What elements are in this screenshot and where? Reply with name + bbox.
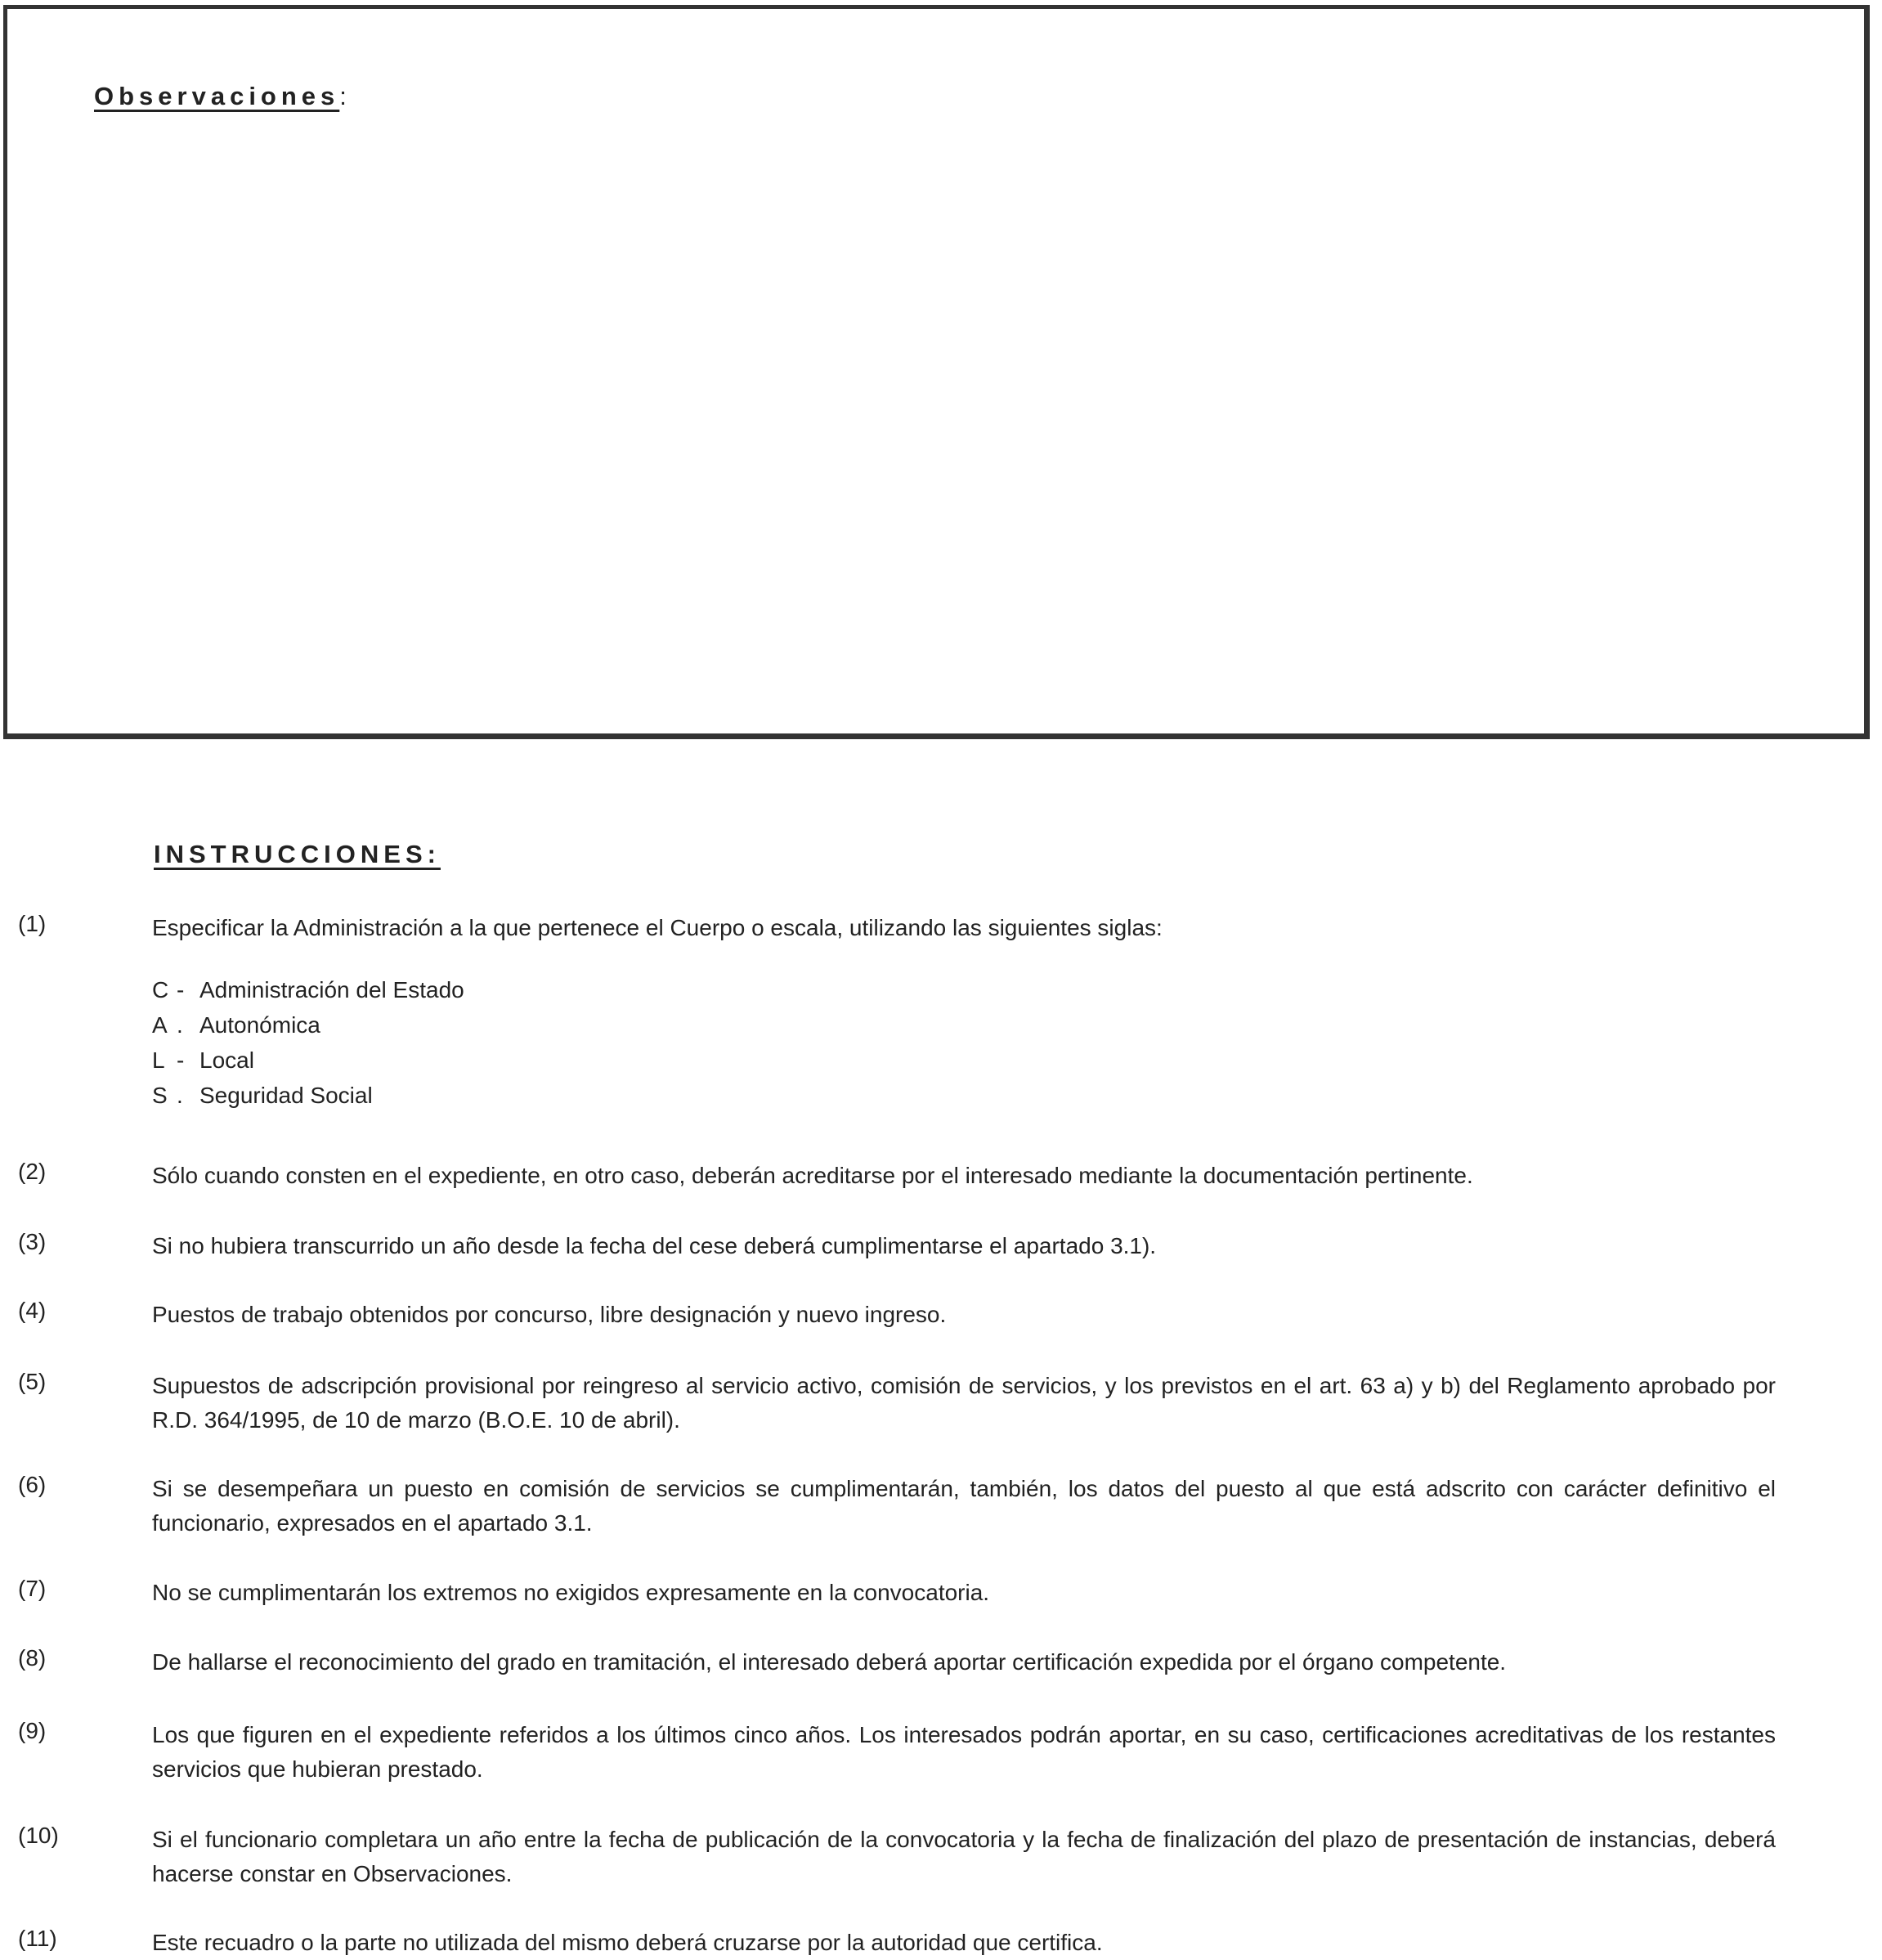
instruction-text: No se cumplimentarán los extremos no exigidos expresamente en la convocatoria. [152, 1580, 990, 1605]
instruction-text: Si se desempeñara un puesto en comisión de servicios se cumplimentarán, también, los datos del puesto al que está adscrito con carácter definitivo el funcionario, expresados en el apartado 3.1. [152, 1476, 1776, 1536]
sigla-item: C - Administración del Estado [152, 977, 464, 1002]
sigla-item: L - Local [152, 1047, 254, 1073]
sigla-item: S . Seguridad Social [152, 1083, 373, 1108]
observaciones-title: Observaciones: [94, 82, 347, 110]
instruction-number: (8) [18, 1645, 47, 1671]
sigla-item: A . Autonómica [152, 1012, 320, 1038]
observaciones-box [3, 5, 1870, 739]
instruction-number: (4) [18, 1298, 47, 1323]
instrucciones-title: INSTRUCCIONES: [154, 840, 441, 868]
instruction-number: (9) [18, 1718, 47, 1743]
instruction-number: (1) [18, 911, 47, 936]
instruction-text: Si no hubiera transcurrido un año desde la fecha del cese deberá cumplimentarse el apartado 3.1). [152, 1233, 1157, 1258]
instruction-text: Los que figuren en el expediente referidos a los últimos cinco años. Los interesados podrán aportar, en su caso, certificaciones acreditativas de los restantes servicios que hubieran prestado. [152, 1722, 1776, 1782]
instruction-number: (10) [18, 1823, 59, 1848]
instruction-text: Sólo cuando consten en el expediente, en otro caso, deberán acreditarse por el interesado mediante la documentación pertinente. [152, 1163, 1473, 1188]
instruction-number: (7) [18, 1576, 47, 1601]
instruction-text: Supuestos de adscripción provisional por reingreso al servicio activo, comisión de servicios, y los previstos en el art. 63 a) y b) del Reglamento aprobado por R.D. 364/1995, de 10 de marzo (B.O.E. 10 de abril). [152, 1373, 1776, 1433]
instruction-text: Este recuadro o la parte no utilizada del mismo deberá cruzarse por la autoridad que certifica. [152, 1930, 1103, 1955]
instruction-text: De hallarse el reconocimiento del grado en tramitación, el interesado deberá aportar certificación expedida por el órgano competente. [152, 1649, 1507, 1675]
instruction-text: Puestos de trabajo obtenidos por concurso, libre designación y nuevo ingreso. [152, 1302, 947, 1327]
instruction-number: (3) [18, 1229, 47, 1254]
instruction-number: (2) [18, 1159, 47, 1184]
instruction-text: Si el funcionario completara un año entre la fecha de publicación de la convocatoria y la fecha de finalización del plazo de presentación de instancias, deberá hacerse constar en Observaciones. [152, 1827, 1776, 1886]
instruction-number: (6) [18, 1472, 47, 1497]
instruction-text: Especificar la Administración a la que pertenece el Cuerpo o escala, utilizando las siguientes siglas: [152, 915, 1163, 940]
instruction-number: (11) [18, 1926, 57, 1951]
instruction-number: (5) [18, 1369, 47, 1394]
